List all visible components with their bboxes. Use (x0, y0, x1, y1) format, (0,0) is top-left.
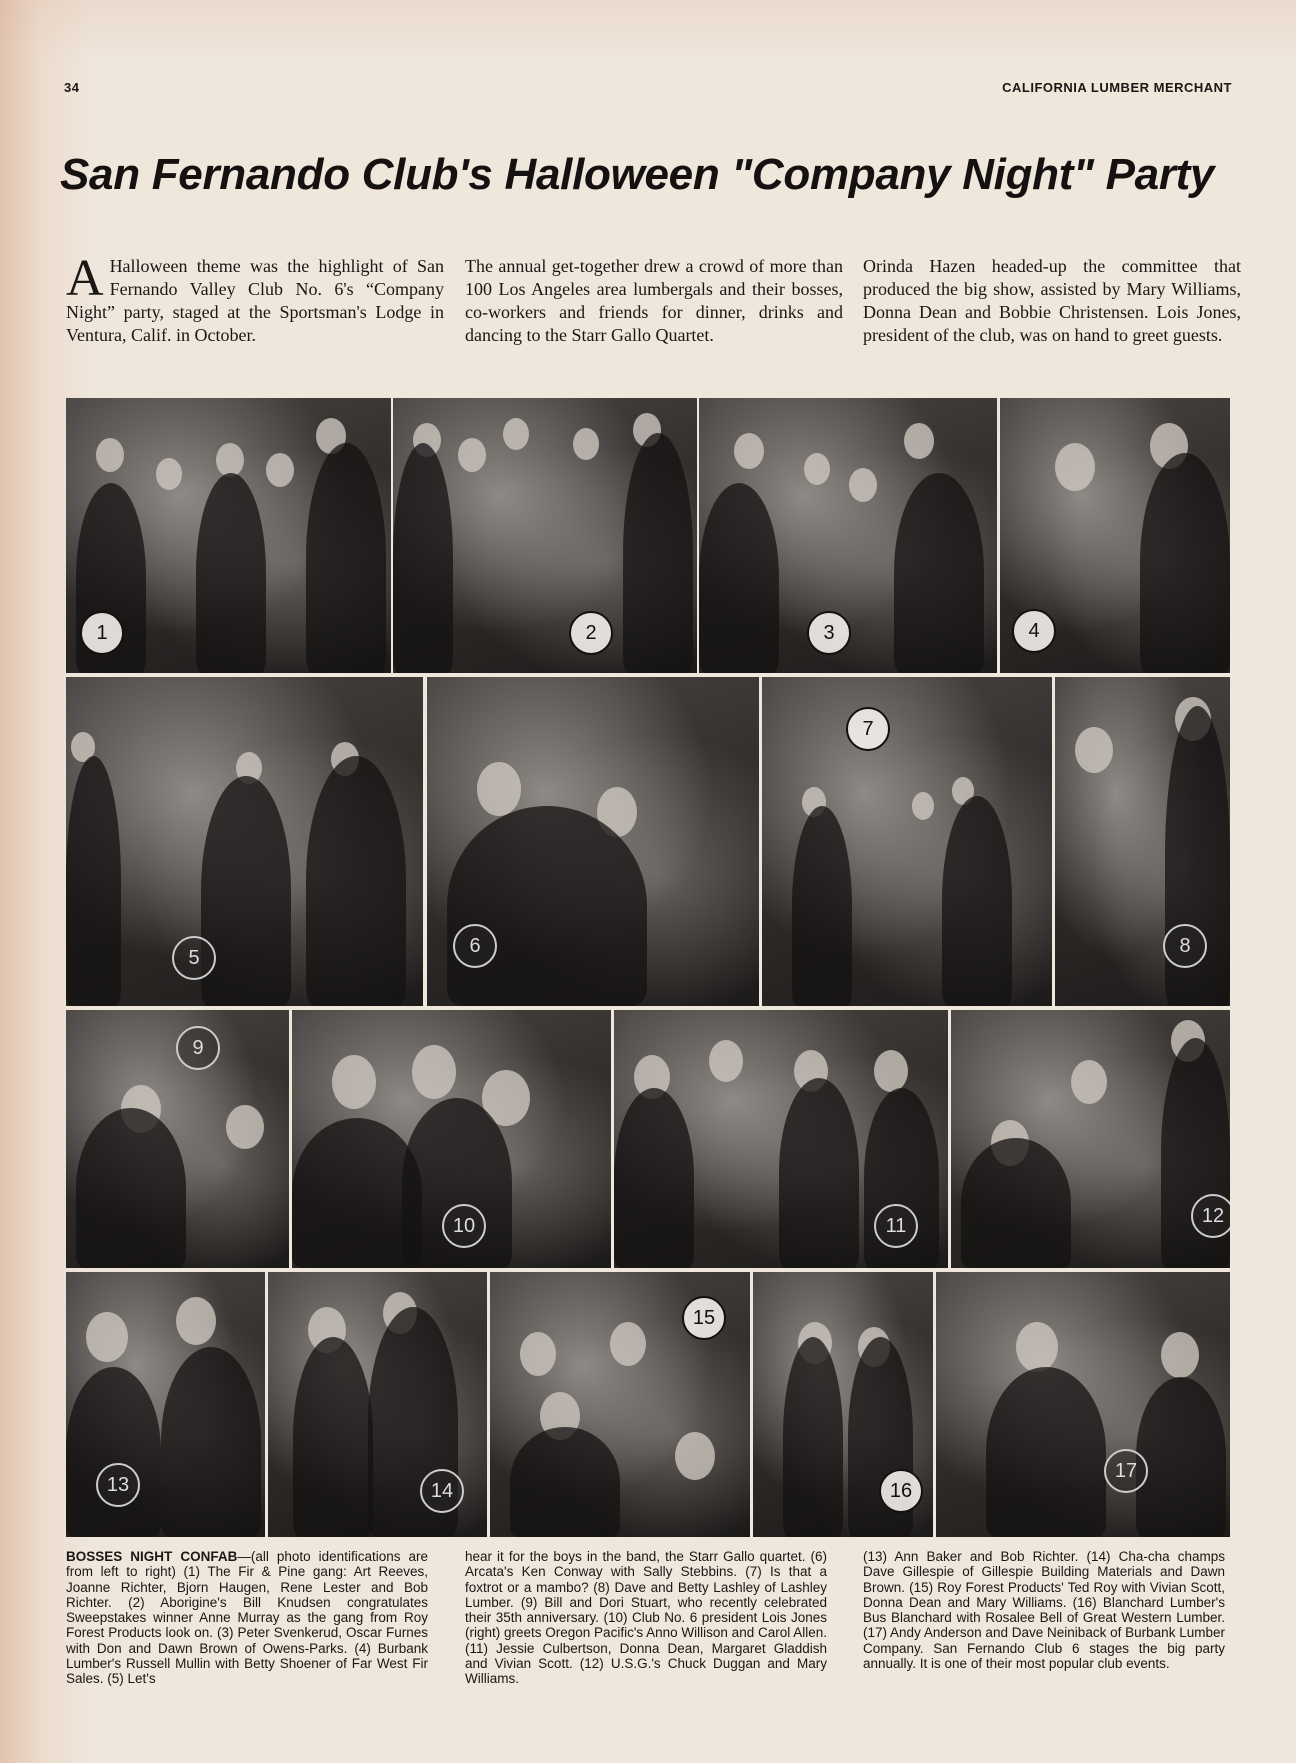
drop-cap: A (66, 250, 104, 307)
photo-number-badge: 16 (879, 1469, 923, 1513)
photo-2 (393, 398, 697, 673)
photo-3 (699, 398, 997, 673)
publication-name: CALIFORNIA LUMBER MERCHANT (1002, 80, 1232, 95)
photo-4 (1000, 398, 1230, 673)
photo-14 (268, 1272, 487, 1537)
photo-number-badge: 4 (1012, 609, 1056, 653)
photo-8 (1055, 677, 1230, 1006)
caption-lead: BOSSES NIGHT CONFAB (66, 1549, 238, 1564)
photo-number-badge: 8 (1163, 924, 1207, 968)
photo-number-badge: 7 (846, 707, 890, 751)
photo-10 (292, 1010, 611, 1268)
photo-15 (490, 1272, 750, 1537)
photo-number-badge: 10 (442, 1204, 486, 1248)
page-number: 34 (64, 80, 80, 95)
photo-6 (427, 677, 759, 1006)
intro-text-1: Halloween theme was the highlight of San Fernando Valley Club No. 6's “Company Night” party, staged at the Sportsman's Lodge in Ventura, Calif. in October. (66, 256, 444, 345)
intro-column-3: Orinda Hazen headed-up the committee that produced the big show, assisted by Mary Williams, Donna Dean and Bobbie Christensen. Lois Jones, president of the club, was on hand to greet guests. (863, 256, 1241, 345)
photo-9 (66, 1010, 289, 1268)
photo-number-badge: 15 (682, 1296, 726, 1340)
caption-column-1 (66, 1549, 428, 1687)
photo-1 (66, 398, 391, 673)
caption-column-3: (13) Ann Baker and Bob Richter. (14) Cha-cha champs Dave Gillespie of Gillespie Building Materials and Dawn Brown. (15) Roy Forest Products' Ted Roy with Vivian Scott, Donna Dean and Mary Williams. (16) Blanchard Lumber's Bus Blanchard with Rosalee Bell of Great Western Lumber. (17) Andy Anderson and Dave Neiniback of Burbank Lumber Company. San Fernando Club 6 stages the big party annually. It is one of their most popular club events. (863, 1549, 1225, 1672)
photo-number-badge: 9 (176, 1026, 220, 1070)
caption-column-2: hear it for the boys in the band, the Starr Gallo quartet. (6) Arcata's Ken Conway with Sally Stebbins. (7) Is that a foxtrot or a mambo? (8) Dave and Betty Lashley of Lashley Lumber. (9) Bill and Dori Stuart, who recently celebrated their 35th anniversary. (10) Club No. 6 president Lois Jones (right) greets Oregon Pacific's Anno Willison and Carol Allen. (11) Jessie Culbertson, Donna Dean, Margaret Gladdish and Vivian Scott. (12) U.S.G.'s Chuck Duggan and Mary Williams. (465, 1549, 827, 1687)
photo-number-badge: 2 (569, 611, 613, 655)
caption-text-1: —(all photo identifications are from left to right) (1) The Fir & Pine gang: Art Reeves, Joanne Richter, Bjorn Haugen, Rene Lester and Bob Richter. (2) Aborigine's Bill Knudsen congratulates Sweepstakes winner Anne Murray as the gang from Roy Forest Products look on. (3) Peter Svenkerud, Oscar Furnes with Don and Dawn Brown of Owens-Parks. (4) Burbank Lumber's Russell Mullin with Betty Shoener of Far West Fir Sales. (5) Let's (66, 1549, 428, 1687)
photo-number-badge: 11 (874, 1204, 918, 1248)
photo-12 (951, 1010, 1230, 1268)
photo-7 (762, 677, 1052, 1006)
article-title: San Fernando Club's Halloween "Company Night" Party (60, 150, 1215, 199)
photo-number-badge: 14 (420, 1469, 464, 1513)
photo-number-badge: 17 (1104, 1449, 1148, 1493)
photo-16 (753, 1272, 933, 1537)
photo-13 (66, 1272, 265, 1537)
intro-column-2: The annual get-together drew a crowd of more than 100 Los Angeles area lumbergals and their bosses, co-workers and friends for dinner, drinks and dancing to the Starr Gallo Quartet. (465, 256, 843, 345)
photo-5 (66, 677, 423, 1006)
photo-11 (614, 1010, 948, 1268)
photo-number-badge: 3 (807, 611, 851, 655)
photo-17 (936, 1272, 1230, 1537)
photo-number-badge: 13 (96, 1463, 140, 1507)
photo-number-badge: 1 (80, 611, 124, 655)
photo-number-badge: 6 (453, 924, 497, 968)
photo-number-badge: 5 (172, 936, 216, 980)
photo-number-badge: 12 (1191, 1194, 1230, 1238)
intro-column-1 (66, 250, 444, 347)
